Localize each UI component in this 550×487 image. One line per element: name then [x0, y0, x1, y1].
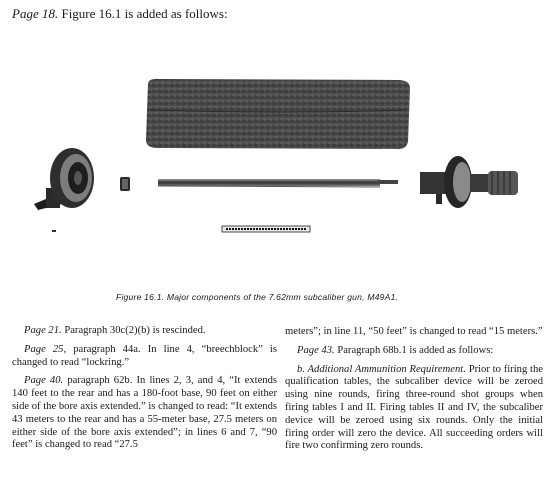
- change-text: Paragraph 68b.1 is added as follows:: [337, 344, 494, 356]
- left-column: [12, 325, 277, 458]
- note-text: Figure 16.1 is added as follows:: [61, 6, 228, 21]
- cleaning-rod: [222, 226, 310, 232]
- change-item: [12, 375, 277, 452]
- change-item: [12, 344, 277, 370]
- page-reference: Page 25,: [24, 343, 67, 355]
- breech-assembly: [34, 148, 94, 210]
- change-text: Paragraph 30c(2)(b) is rescinded.: [64, 325, 206, 336]
- firing-mechanism: [420, 156, 518, 208]
- page-reference: Page 40.: [24, 375, 64, 387]
- lockring: [120, 177, 130, 191]
- continued-text: meters”; in line 11, “50 feet” is changed to read “15 meters.”: [285, 326, 543, 337]
- subcaliber-gun-photo: [0, 70, 550, 250]
- page-reference: Page 18.: [12, 6, 59, 21]
- page-reference: Page 21.: [24, 325, 62, 336]
- figure-caption: Figure 16.1. Major components of the 7.62mm subcaliber gun, M49A1.: [116, 292, 399, 302]
- change-text: paragraph 62b. In lines 2, 3, and 4, “It extends 140 feet to the rear and has a 180-foot base, 90 feet on either side of the bore axis extended.” is changed to read: “It extends 43 meters to the rear and has a 55-meter base, 27.5 meters on either side of the bore axis extended”; in lines 6 and 7, “90 feet” is changed to read “27.5: [12, 375, 277, 451]
- change-text: paragraph 44a. In line 4, “breechblock” is changed to read “lockring.”: [12, 343, 277, 368]
- page-reference: Page 43.: [297, 344, 335, 356]
- change-item: [285, 345, 543, 358]
- barrel: [158, 179, 398, 187]
- subparagraph-heading: b. Additional Ammunition Requirement.: [297, 363, 466, 375]
- carrying-case: [146, 79, 410, 149]
- figure-addition-note: [12, 6, 228, 22]
- mark: [52, 230, 56, 232]
- change-text: Prior to firing the qualification tables, the subcaliber device will be zeroed using nine rounds, firing three-round shot groups when firing tables I and II. Firing tables II and IV, the subcaliber device will be zeroed using six rounds. Only the initial firing order will zero the device. All succeeding orders will fire two confirming zero rounds.: [285, 363, 543, 452]
- change-item: [285, 364, 543, 454]
- right-column: [285, 326, 543, 459]
- change-item: [12, 325, 277, 338]
